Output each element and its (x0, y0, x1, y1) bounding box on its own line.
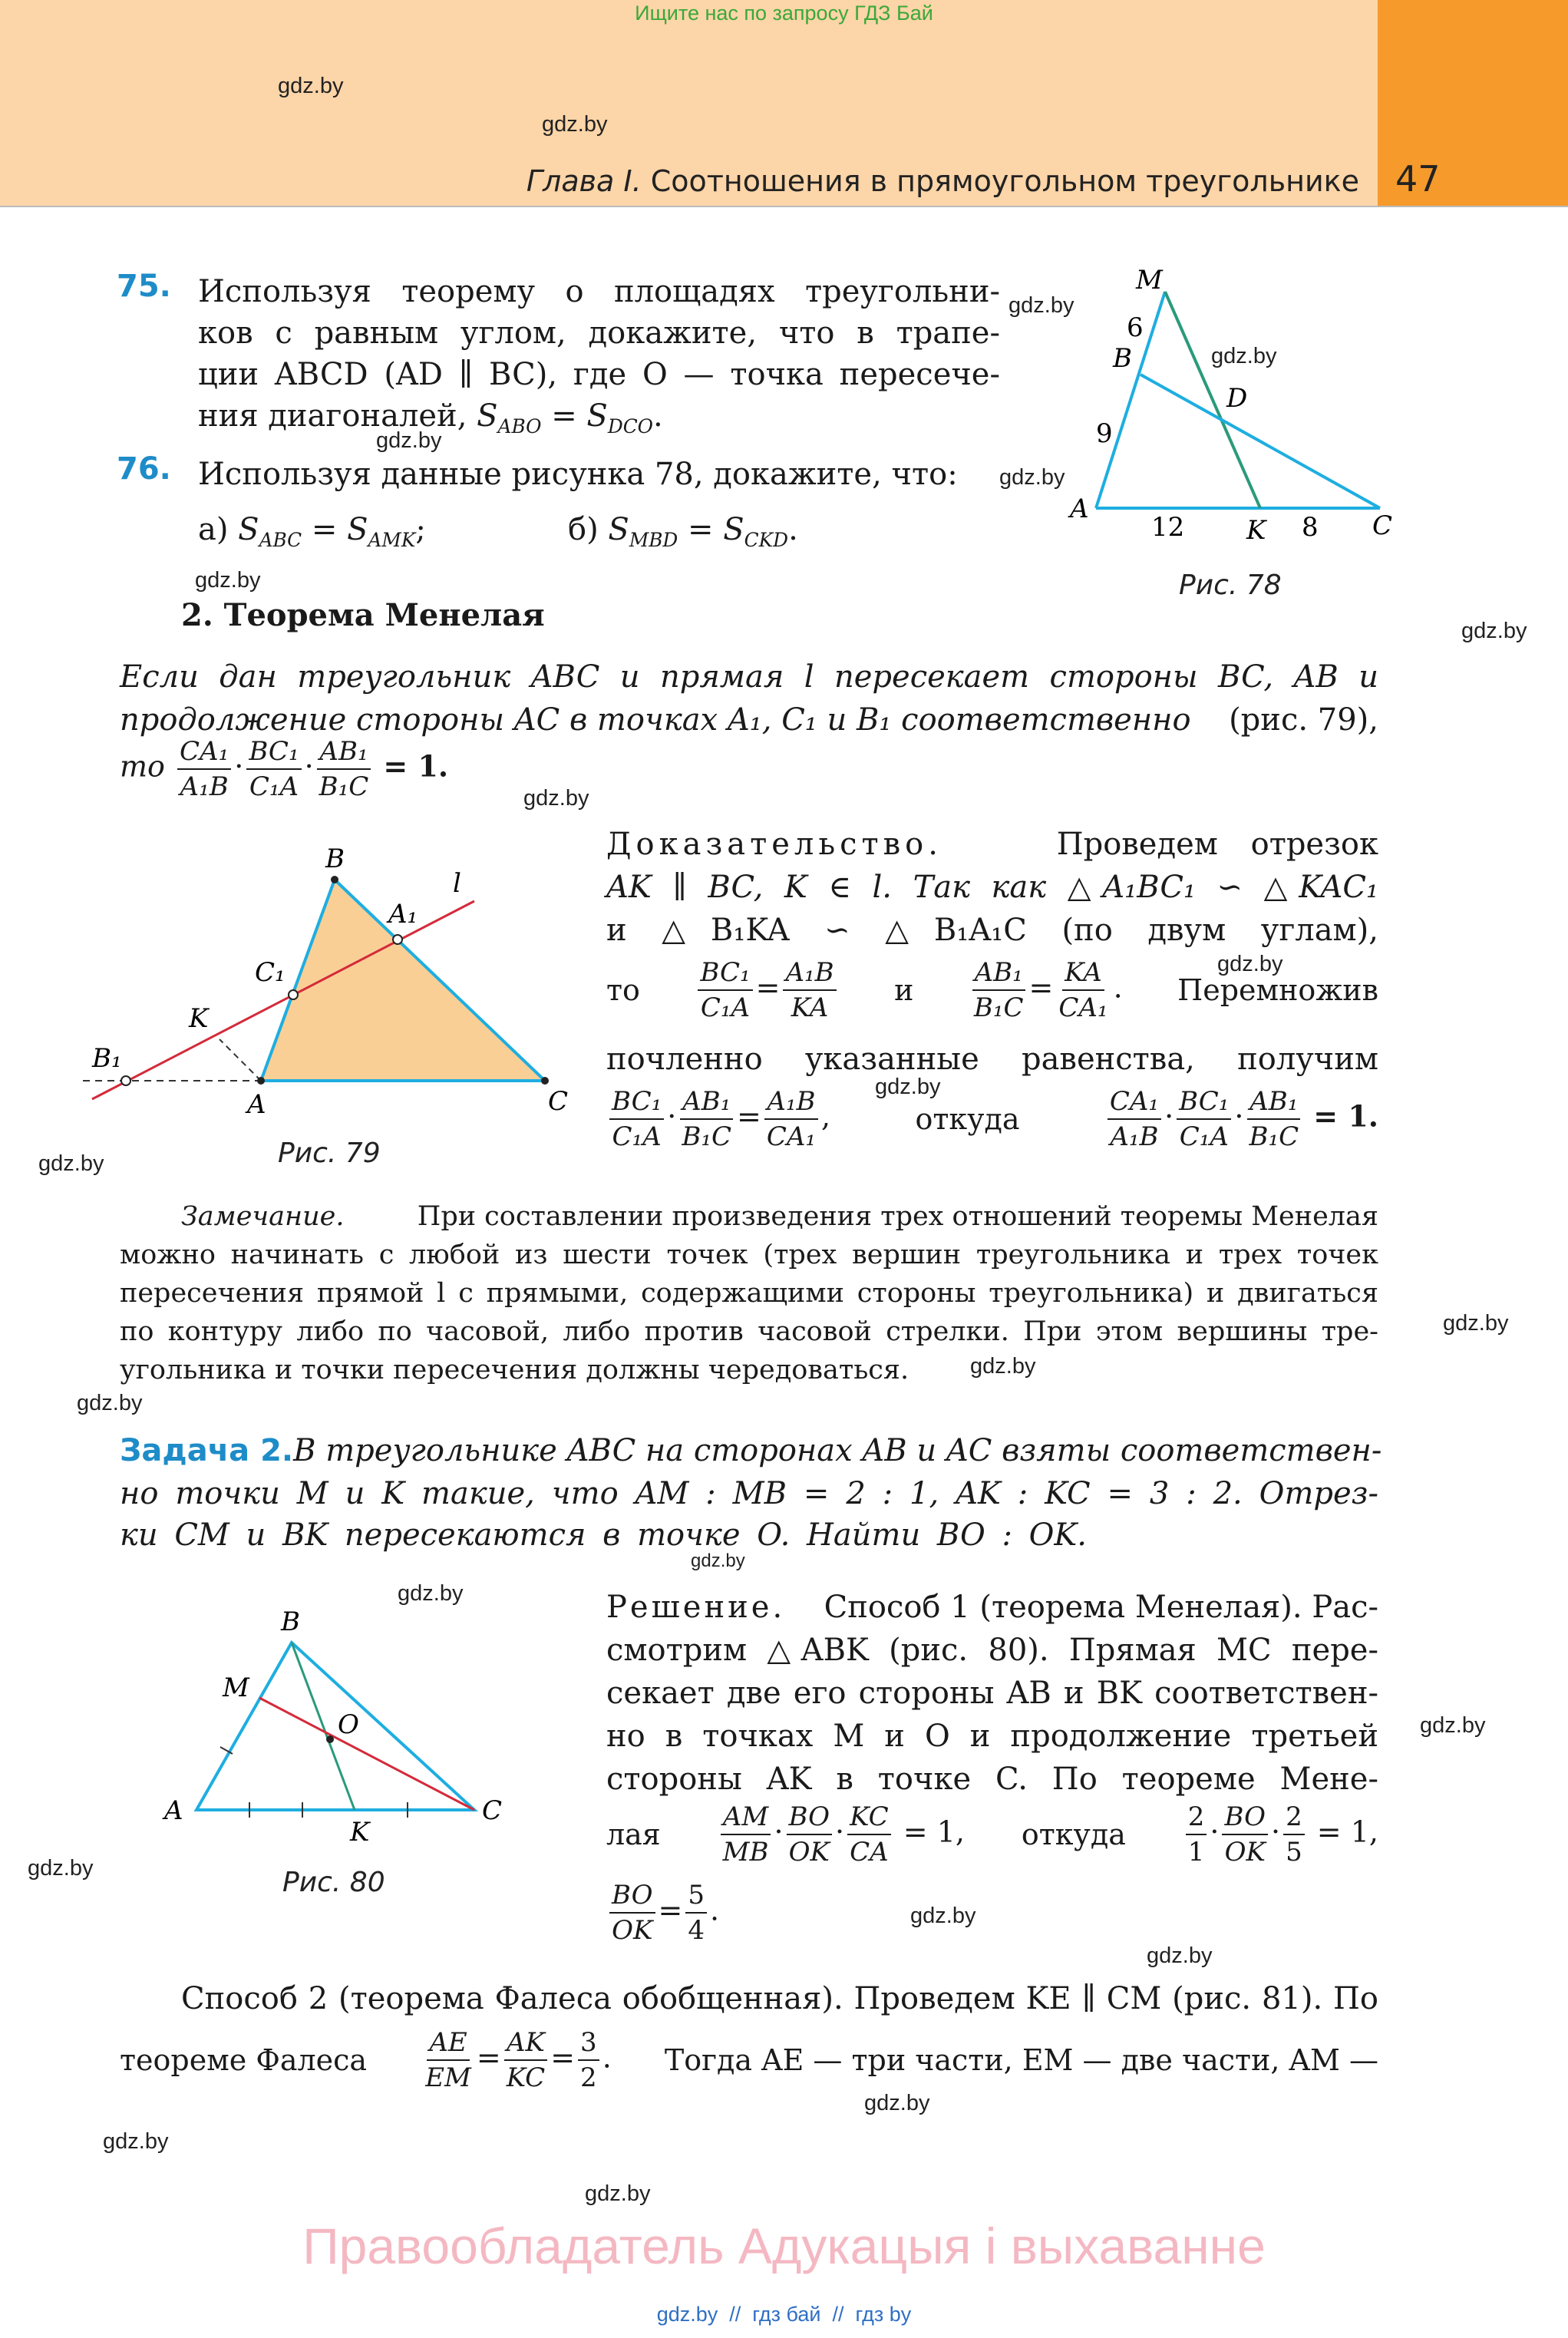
proof-line: AK ∥ BC, K ∈ l. Так как △A₁BC₁ ∽ △KAC₁ (606, 870, 1378, 905)
fig78-caption: Рис. 78 (1179, 570, 1282, 601)
watermark: gdz.by (542, 112, 608, 137)
theorem-line: продолжение стороны AC в точках A₁, C₁ и B₁ соответственно (рис. 79), (120, 702, 1378, 738)
figure-80 (153, 1597, 522, 1842)
task2-line: Задача 2. В треугольнике ABC на сторонах AB и AC взяты соответствен- (120, 1433, 1382, 1468)
method2-line: теореме Фалеса $\frac{AE}{EM}$ = $\frac{AK}{KC}$ = $\frac{3}{2}$ . Тогда AE — три части, EM — две части, AM — (120, 2027, 1378, 2093)
fig78-label-8: 8 (1302, 512, 1319, 543)
problem-76-part-b: б) $S_{MBD} = S_{CKD}$. (568, 512, 798, 551)
watermark: gdz.by (1217, 952, 1283, 976)
remark-line: можно начинать с любой из шести точек (трех вершин треугольника и трех точек (120, 1240, 1378, 1270)
fig79-point-a (257, 1077, 265, 1085)
fig80-label-c: C (482, 1795, 503, 1826)
fig78-segment-bc (1141, 375, 1380, 508)
watermark: gdz.by (585, 2181, 651, 2206)
watermark: gdz.by (1420, 1713, 1486, 1738)
solution-result: $\frac{BO}{OK}$ = $\frac{5}{4}$ . (606, 1882, 719, 1943)
solution-line: Решение. Способ 1 (теорема Менелая). Рас- (606, 1590, 1378, 1625)
fig79-point-c (541, 1077, 549, 1085)
proof-line: и △B₁KA ∽ △B₁A₁C (по двум углам), (606, 913, 1378, 948)
fig78-label-b: B (1113, 343, 1132, 374)
figure-79 (69, 837, 606, 1136)
watermark: gdz.by (77, 1391, 143, 1415)
solution-line: секает две его стороны AB и BK соответствен- (606, 1676, 1378, 1711)
watermark: gdz.by (376, 428, 442, 453)
fig79-point-b1 (121, 1076, 130, 1085)
fig79-label-a: A (247, 1089, 266, 1120)
problem-75-line: ков с равным углом, докажите, что в трапе- (198, 315, 1000, 351)
problem-76-text: Используя данные рисунка 78, докажите, что: (198, 457, 958, 492)
remark-line: по контуру либо по часовой, либо против часовой стрелки. При этом вершины тре- (120, 1316, 1378, 1347)
fig80-caption: Рис. 80 (282, 1867, 385, 1898)
fig80-label-k: K (350, 1817, 370, 1842)
fig80-triangle (196, 1643, 474, 1810)
fig80-label-m: M (223, 1673, 249, 1703)
fig79-label-a1: A₁ (388, 899, 418, 930)
remark-line: пересечения прямой l с прямыми, содержащими стороны треугольника) и двигаться (120, 1278, 1378, 1309)
fig78-label-a: A (1070, 494, 1089, 524)
solution-line: но в точках M и O и продолжение третьей (606, 1719, 1378, 1754)
fig79-caption: Рис. 79 (278, 1138, 381, 1169)
task2-line: ки CM и BK пересекаются в точке O. Найти BO : OK. (120, 1517, 1087, 1553)
fig79-point-b (331, 876, 338, 883)
watermark: gdz.by (864, 2091, 930, 2115)
watermark: gdz.by (1008, 293, 1074, 318)
watermark: gdz.by (103, 2129, 169, 2154)
remark-line: угольника и точки пересечения должны чередоваться. (120, 1355, 909, 1385)
problem-75-line: ния диагоналей, $S_{ABO} = S_{DCO}$. (198, 398, 663, 438)
method2-line: Способ 2 (теорема Фалеса обобщенная). Проведем KE ∥ CM (рис. 81). По (181, 1981, 1378, 2016)
fig79-segment-ak (220, 1039, 261, 1081)
watermark: gdz.by (999, 465, 1065, 490)
footer-links[interactable]: gdz.by // гдз бай // гдз by (656, 2303, 912, 2326)
fig78-label-k: K (1246, 515, 1266, 546)
watermark: gdz.by (875, 1075, 941, 1099)
proof-line: то $\frac{\text{BC₁}}{\text{C₁A}}$ = $\frac{\text{A₁B}}{KA}$ и $\frac{\text{AB₁}}{\text{B₁C}}$ = $\frac{KA}{\text{CA₁}}$ . Перемножив (606, 957, 1378, 1023)
task2-line: но точки M и K такие, что AM : MB = 2 : 1, AK : KC = 3 : 2. Отрез- (120, 1476, 1378, 1511)
fig79-label-c: C (548, 1086, 569, 1117)
watermark: gdz.by (970, 1354, 1036, 1379)
watermark: gdz.by (28, 1856, 94, 1881)
watermark: gdz.by (1443, 1311, 1509, 1336)
fig79-label-k: K (189, 1003, 209, 1034)
section-title: 2. Теорема Менелая (181, 597, 545, 633)
figure-78 (1059, 261, 1412, 553)
chapter-heading (527, 164, 1359, 198)
fig80-label-b: B (281, 1607, 300, 1637)
fig79-point-a1 (393, 935, 402, 944)
watermark: gdz.by (1211, 344, 1277, 368)
problem-75-line: Используя теорему о площадях треугольни- (198, 274, 1000, 309)
fig80-segment-cm (259, 1698, 474, 1810)
solution-line: лая $\frac{AM}{MB}$ · $\frac{BO}{OK}$ · $\frac{KC}{CA}$ = 1, откуда $\frac{2}{1}$ · $\frac{BO}{OK}$ · $\frac{2}{5}$ = 1, (606, 1801, 1378, 1867)
fig79-label-c1: C₁ (255, 957, 286, 988)
watermark: gdz.by (1461, 619, 1527, 643)
fig80-point-o (326, 1735, 334, 1743)
fig78-label-6: 6 (1127, 312, 1144, 343)
fig79-label-l: l (453, 868, 461, 899)
theorem-formula: то $\frac{\text{CA₁}}{\text{A₁B}}$ · $\frac{\text{BC₁}}{\text{C₁A}}$ · $\frac{\text{AB₁}}{\text{B₁C}}$ = 1. (120, 736, 449, 802)
watermark: gdz.by (278, 74, 344, 98)
fig78-label-9: 9 (1096, 418, 1113, 449)
fig78-label-c: C (1372, 510, 1393, 541)
chapter-label: Глава I. (526, 164, 642, 198)
fig80-label-o: O (338, 1709, 359, 1740)
watermark: gdz.by (1147, 1943, 1213, 1968)
chapter-title: Соотношения в прямоугольном треугольнике (650, 164, 1359, 198)
watermark: gdz.by (691, 1550, 745, 1571)
solution-line: стороны AK в точке C. По теореме Мене- (606, 1762, 1378, 1797)
fig78-label-m: M (1136, 265, 1163, 296)
problem-76-part-a: а) $S_{ABC} = S_{AMK}$; (198, 512, 426, 551)
watermark: gdz.by (910, 1904, 976, 1928)
page-number: 47 (1395, 158, 1441, 200)
fig80-label-a: A (164, 1795, 183, 1826)
solution-line: смотрим △ABK (рис. 80). Прямая MC пере- (606, 1633, 1378, 1668)
remark-line: Замечание. При составлении произведения трех отношений теоремы Менелая (181, 1201, 1378, 1232)
fig78-label-d: D (1226, 383, 1248, 414)
theorem-line: Если дан треугольник ABC и прямая l пересекает стороны BC, AB и (120, 659, 1378, 695)
watermark: gdz.by (38, 1151, 104, 1176)
proof-line: Доказательство. Проведем отрезок (606, 827, 1378, 862)
problem-75-line: ции ABCD (AD ∥ BC), где O — точка пересече- (198, 357, 1000, 392)
watermark: gdz.by (523, 786, 589, 811)
problem-76-number: 76. (117, 451, 171, 487)
problem-75-number: 75. (117, 269, 171, 304)
watermark: gdz.by (398, 1581, 464, 1606)
fig79-label-b: B (325, 844, 345, 874)
proof-line: $\frac{\text{BC₁}}{\text{C₁A}}$ · $\frac{\text{AB₁}}{\text{B₁C}}$ = $\frac{\text{A₁B}}{\text{CA₁}}$ , откуда $\frac{\text{CA₁}}{\text{A₁B}}$ · $\frac{\text{BC₁}}{\text{C₁A}}$ · $\frac{\text{AB₁}}{\text{B₁C}}$ = 1. (606, 1088, 1378, 1150)
fig79-label-b1: B₁ (92, 1043, 122, 1074)
copyright-notice: Правообладатель Адукацыя і выхаванне (302, 2217, 1266, 2274)
fig78-label-12: 12 (1151, 512, 1185, 543)
proof-line: почленно указанные равенства, получим (606, 1042, 1378, 1077)
top-banner[interactable]: Ищите нас по запросу ГДЗ Бай (635, 2, 933, 25)
header-rule (0, 206, 1568, 207)
watermark: gdz.by (195, 568, 261, 593)
fig79-point-c1 (289, 990, 298, 999)
